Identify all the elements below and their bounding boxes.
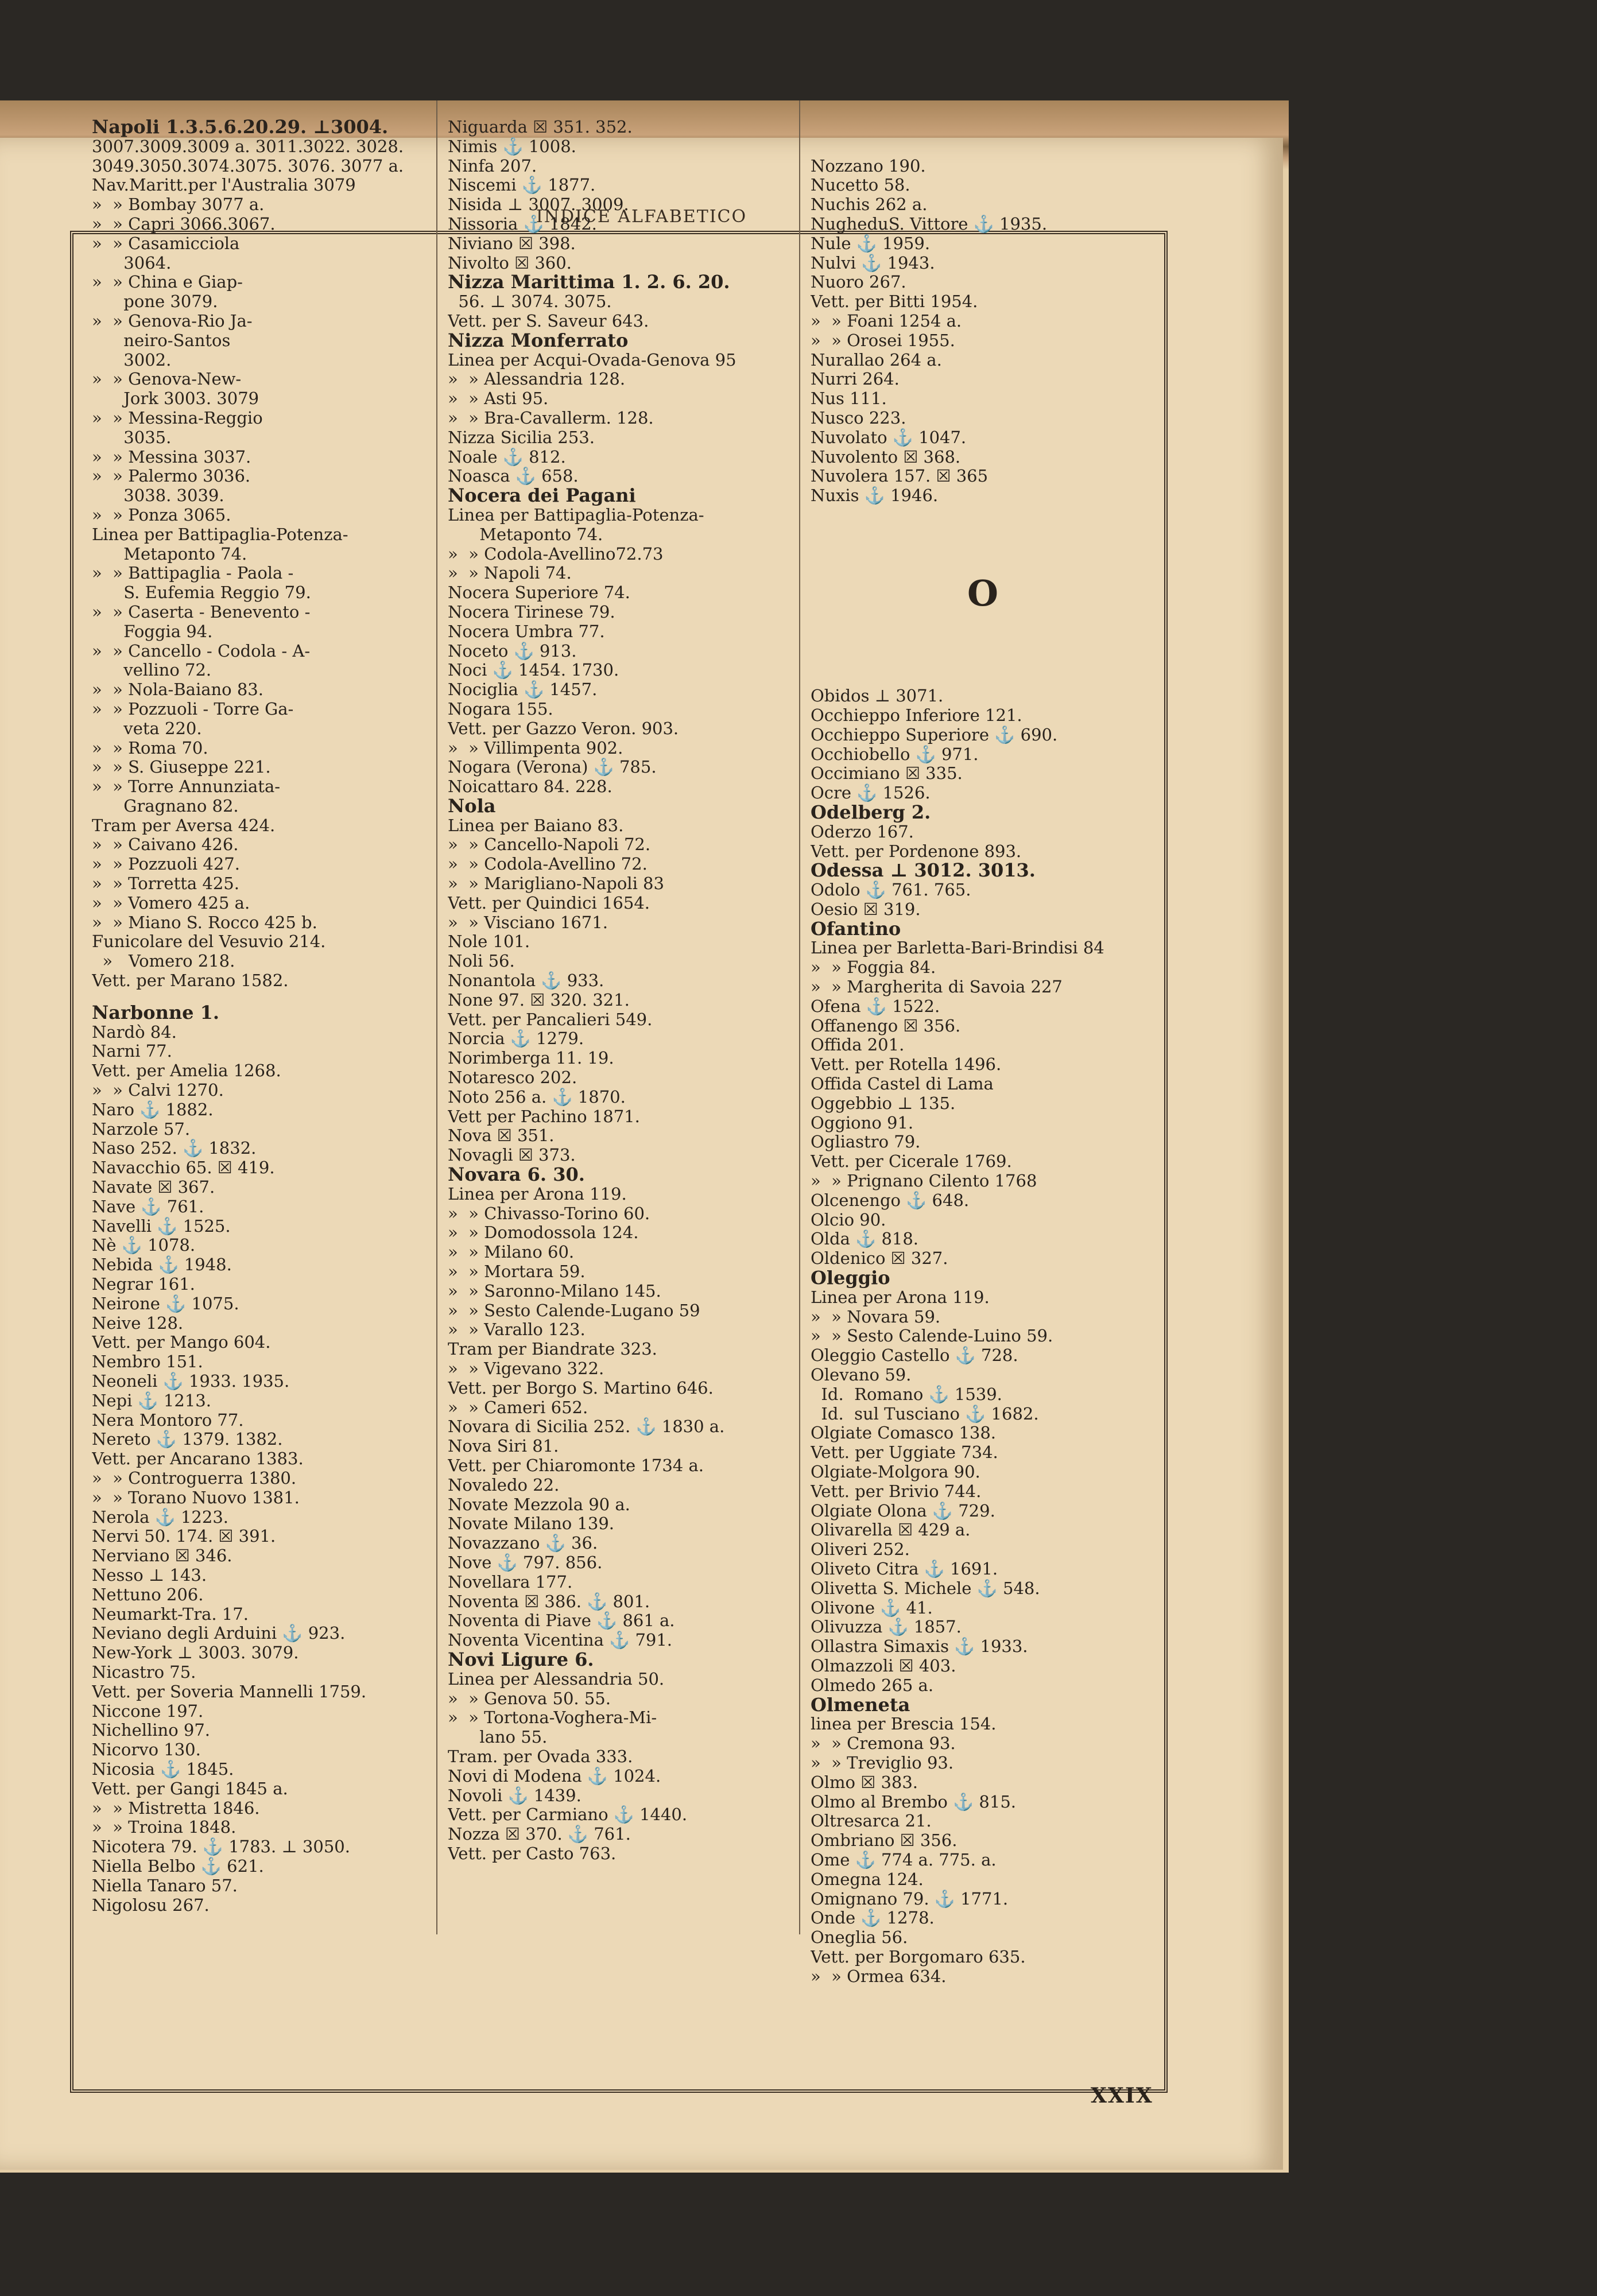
index-entry: Vett. per Marano 1582. [92, 971, 289, 991]
index-entry: » » Messina 3037. [92, 447, 251, 467]
index-entry: Nicastro 75. [92, 1662, 196, 1682]
index-column-3-top [811, 157, 1155, 506]
index-entry: Navelli ⚓ 1525. [92, 1216, 231, 1236]
index-entry: Vett. per Brivio 744. [811, 1481, 982, 1501]
index-entry: Omegna 124. [811, 1870, 924, 1889]
index-entry: Nichellino 97. [92, 1721, 211, 1740]
index-entry: Nove ⚓ 797. 856. [448, 1553, 603, 1572]
index-entry: Olmo ☒ 383. [811, 1773, 918, 1792]
index-entry: » » S. Giuseppe 221. [92, 758, 271, 777]
index-entry: Oleggio [811, 1269, 890, 1288]
index-entry: Negrar 161. [92, 1275, 195, 1294]
index-entry: Oneglia 56. [811, 1928, 908, 1948]
index-entry: » » Marigliano-Napoli 83 [448, 874, 664, 894]
index-entry: Nuvolento ☒ 368. [811, 447, 961, 467]
index-entry: Ofena ⚓ 1522. [811, 996, 940, 1016]
index-entry: » » Genova-Rio Ja- [92, 311, 253, 331]
index-entry: Noci ⚓ 1454. 1730. [448, 661, 619, 680]
index-entry: Vett. per Cicerale 1769. [811, 1152, 1012, 1172]
index-entry: Vett. per Chiaromonte 1734 a. [448, 1456, 704, 1475]
index-entry: Noventa Vicentina ⚓ 791. [448, 1631, 673, 1650]
index-entry: » » Mortara 59. [448, 1262, 586, 1282]
index-entry: Nole 101. [448, 932, 530, 952]
index-entry: » » Cremona 93. [811, 1734, 956, 1754]
index-entry: » » Palermo 3036. [92, 467, 251, 486]
index-entry: Vett. per Uggiate 734. [811, 1443, 998, 1463]
index-entry: Novi di Modena ⚓ 1024. [448, 1766, 661, 1786]
index-entry: Nurri 264. [811, 370, 900, 389]
index-entry: Vett. per Rotella 1496. [811, 1055, 1002, 1075]
index-entry: Ollastra Simaxis ⚓ 1933. [811, 1637, 1028, 1657]
index-entry: Nerviano ☒ 346. [92, 1546, 232, 1566]
index-entry: Olivarella ☒ 429 a. [811, 1521, 971, 1540]
index-entry: Vett. per Casto 763. [448, 1844, 617, 1863]
index-entry: » » Pozzuoli 427. [92, 855, 240, 874]
index-entry: Oderzo 167. [811, 822, 914, 841]
index-entry: Neumarkt-Tra. 17. [92, 1604, 249, 1624]
index-entry: Nesso ⊥ 143. [92, 1565, 207, 1585]
index-entry: Noale ⚓ 812. [448, 447, 566, 467]
index-entry: Nule ⚓ 1959. [811, 234, 931, 253]
index-entry: New-York ⊥ 3003. 3079. [92, 1643, 299, 1663]
index-column-1 [92, 118, 436, 1915]
index-entry: Norcia ⚓ 1279. [448, 1029, 584, 1049]
index-entry: Vett. per Ancarano 1383. [92, 1449, 304, 1469]
index-entry: » » Nola-Baiano 83. [92, 680, 263, 700]
index-entry: » » Miano S. Rocco 425 b. [92, 913, 317, 932]
index-entry: » » Troina 1848. [92, 1818, 237, 1837]
index-entry: Vett. per Gangi 1845 a. [92, 1779, 288, 1798]
index-entry: Vett. per Borgo S. Martino 646. [448, 1378, 714, 1398]
index-entry: Odessa ⊥ 3012. 3013. [811, 861, 1036, 881]
index-entry: » » Novara 59. [811, 1307, 941, 1327]
index-entry: Nettuno 206. [92, 1585, 204, 1604]
index-entry: » » Margherita di Savoia 227 [811, 978, 1063, 997]
index-entry: » » Sesto Calende-Lugano 59 [448, 1301, 700, 1320]
index-entry: Linea per Barletta-Bari-Brindisi 84 [811, 938, 1104, 958]
index-entry: Niella Tanaro 57. [92, 1876, 238, 1895]
index-entry: » » Treviglio 93. [811, 1753, 954, 1773]
index-entry: Novate Milano 139. [448, 1514, 614, 1534]
index-entry: Neviano degli Arduini ⚓ 923. [92, 1624, 346, 1643]
index-entry: Narni 77. [92, 1042, 172, 1061]
index-entry: Notaresco 202. [448, 1068, 577, 1088]
index-entry: Occhiobello ⚓ 971. [811, 744, 979, 764]
index-entry: Olevano 59. [811, 1366, 912, 1385]
index-entry: Olgiate Comasco 138. [811, 1424, 997, 1443]
index-entry: lano 55. [448, 1728, 548, 1747]
index-entry: Vett. per Soveria Mannelli 1759. [92, 1682, 367, 1701]
index-entry: Nocera Umbra 77. [448, 622, 605, 641]
index-entry: Nepi ⚓ 1213. [92, 1391, 211, 1410]
index-entry: Nozza ☒ 370. ⚓ 761. [448, 1825, 631, 1844]
index-entry: » » Napoli 74. [448, 564, 572, 583]
index-entry: Olda ⚓ 818. [811, 1230, 919, 1249]
index-entry: Noli 56. [448, 952, 515, 971]
index-entry: Niguarda ☒ 351. 352. [448, 118, 633, 137]
index-entry: » » Codola-Avellino 72. [448, 855, 648, 874]
index-entry: Nervi 50. 174. ☒ 391. [92, 1527, 276, 1546]
index-entry: Nogara 155. [448, 699, 553, 719]
index-entry: Funicolare del Vesuvio 214. [92, 932, 326, 952]
index-column-3-bottom [811, 687, 1155, 1986]
index-column-2 [448, 118, 792, 1864]
index-entry: » » Calvi 1270. [92, 1081, 224, 1100]
index-entry: None 97. ☒ 320. 321. [448, 990, 630, 1010]
index-entry: » » Alessandria 128. [448, 370, 626, 389]
index-entry: Vett. per Pordenone 893. [811, 841, 1022, 861]
index-entry: Nuvolato ⚓ 1047. [811, 428, 967, 447]
index-entry: Nembro 151. [92, 1352, 203, 1372]
index-entry: » » Capri 3066.3067. [92, 214, 276, 234]
index-entry: Noceto ⚓ 913. [448, 641, 577, 661]
index-entry: 3049.3050.3074.3075. 3076. 3077 a. [92, 156, 404, 176]
index-entry: Offida 201. [811, 1035, 905, 1055]
index-entry: » » China e Giap- [92, 273, 243, 292]
index-entry: Nisida ⊥ 3007. 3009. [448, 195, 629, 215]
index-entry: Ninfa 207. [448, 156, 537, 176]
index-entry: Olcenengo ⚓ 648. [811, 1190, 970, 1210]
index-entry: » » Torretta 425. [92, 874, 239, 894]
index-entry: » » Casamicciola [92, 234, 240, 253]
index-entry: » » Cancello-Napoli 72. [448, 835, 651, 855]
index-entry: » » Caivano 426. [92, 835, 239, 855]
index-entry: Niscemi ⚓ 1877. [448, 176, 596, 195]
index-entry: NugheduS. Vittore ⚓ 1935. [811, 214, 1048, 234]
index-entry: Nocera dei Pagani [448, 486, 636, 506]
index-entry: » » Visciano 1671. [448, 913, 608, 932]
index-entry: » » Bra-Cavallerm. 128. [448, 408, 654, 428]
index-entry: Nova ☒ 351. [448, 1126, 555, 1146]
index-entry: Vett. per Mango 604. [92, 1333, 271, 1352]
index-entry: Nav.Maritt.per l'Australia 3079 [92, 176, 356, 195]
index-entry: » » Prignano Cilento 1768 [811, 1172, 1037, 1191]
index-entry: Gragnano 82. [92, 796, 239, 816]
index-entry: Nardò 84. [92, 1022, 177, 1042]
index-entry: vellino 72. [92, 661, 212, 680]
index-entry: Novazzano ⚓ 36. [448, 1534, 598, 1553]
index-entry: Novara 6. 30. [448, 1165, 585, 1185]
index-entry: Naro ⚓ 1882. [92, 1100, 214, 1119]
index-entry: Nigolosu 267. [92, 1895, 210, 1915]
index-entry: » » Roma 70. [92, 738, 208, 758]
index-entry: linea per Brescia 154. [811, 1715, 997, 1734]
index-entry: Nivolto ☒ 360. [448, 253, 572, 273]
index-entry: Nocera Tirinese 79. [448, 602, 615, 622]
index-entry: 56. ⊥ 3074. 3075. [448, 292, 612, 312]
index-entry: » » Milano 60. [448, 1243, 575, 1262]
index-entry: 3038. 3039. [92, 486, 224, 506]
index-entry: » » Genova-New- [92, 370, 242, 389]
index-entry: Olivetta S. Michele ⚓ 548. [811, 1578, 1040, 1598]
index-entry: Novagli ☒ 373. [448, 1146, 576, 1165]
index-entry: 3064. [92, 253, 172, 273]
index-entry: » » Pozzuoli - Torre Ga- [92, 699, 294, 719]
index-entry: Nuvolera 157. ☒ 365 [811, 467, 989, 486]
index-entry: Nicorvo 130. [92, 1740, 201, 1760]
index-entry: Vett. per Amelia 1268. [92, 1061, 281, 1081]
index-entry: Linea per Arona 119. [811, 1287, 990, 1307]
index-entry: Nucetto 58. [811, 176, 910, 195]
index-entry: Oliveto Citra ⚓ 1691. [811, 1559, 998, 1578]
index-entry: Nimis ⚓ 1008. [448, 137, 576, 156]
index-entry: Noicattaro 84. 228. [448, 777, 613, 797]
index-entry: Jork 3003. 3079 [92, 389, 259, 409]
index-entry: Niella Belbo ⚓ 621. [92, 1856, 264, 1876]
column-divider [436, 100, 437, 1934]
index-entry: Vett. per Quindici 1654. [448, 893, 650, 913]
index-entry: Linea per Baiano 83. [448, 816, 624, 835]
index-entry: Nuoro 267. [811, 273, 906, 292]
index-entry: » » Cancello - Codola - A- [92, 641, 311, 661]
index-entry: Occhieppo Superiore ⚓ 690. [811, 725, 1058, 744]
index-entry: » » Vomero 425 a. [92, 893, 250, 913]
index-entry: » » Chivasso-Torino 60. [448, 1204, 650, 1223]
index-entry: Olcio 90. [811, 1210, 886, 1230]
index-entry: » » Ponza 3065. [92, 505, 231, 525]
index-entry: Nicotera 79. ⚓ 1783. ⊥ 3050. [92, 1837, 350, 1857]
index-entry: Nonantola ⚓ 933. [448, 971, 604, 991]
index-entry: Nocera Superiore 74. [448, 583, 630, 603]
index-entry: » » Bombay 3077 a. [92, 195, 265, 215]
index-entry: Navate ☒ 367. [92, 1178, 215, 1197]
index-entry: » » Villimpenta 902. [448, 738, 623, 758]
index-entry: Neoneli ⚓ 1933. 1935. [92, 1372, 290, 1391]
index-entry: Olivone ⚓ 41. [811, 1598, 933, 1618]
index-entry: » » Torano Nuovo 1381. [92, 1488, 300, 1507]
page-number: XXIX [1091, 2084, 1153, 2108]
index-entry: Nus 111. [811, 389, 887, 409]
index-entry: » Vomero 218. [92, 952, 235, 971]
index-entry: Novate Mezzola 90 a. [448, 1495, 630, 1514]
index-entry: Vett. per Gazzo Veron. 903. [448, 719, 679, 738]
index-entry: Norimberga 11. 19. [448, 1049, 614, 1068]
index-entry: Vett. per Carmiano ⚓ 1440. [448, 1805, 688, 1825]
column-divider [799, 100, 800, 1934]
index-entry: Id. Romano ⚓ 1539. [811, 1384, 1002, 1404]
index-entry: » » Sesto Calende-Luino 59. [811, 1327, 1053, 1346]
index-entry: Olgiate-Molgora 90. [811, 1463, 980, 1481]
index-entry: Ofantino [811, 919, 901, 939]
index-entry: Nulvi ⚓ 1943. [811, 253, 935, 273]
index-entry: » » Torre Annunziata- [92, 777, 281, 797]
index-entry: » » Asti 95. [448, 389, 549, 409]
index-entry: Onde ⚓ 1278. [811, 1909, 935, 1928]
index-entry: » » Caserta - Benevento - [92, 602, 311, 622]
index-entry: Nerola ⚓ 1223. [92, 1507, 228, 1527]
index-entry: Olmeneta [811, 1695, 910, 1715]
index-entry: » » Mistretta 1846. [92, 1798, 260, 1818]
index-entry: Vett. per S. Saveur 643. [448, 311, 649, 331]
index-entry: Nociglia ⚓ 1457. [448, 680, 598, 700]
page-header: INDICE ALFABETICO [536, 207, 747, 227]
index-entry: Niviano ☒ 398. [448, 234, 576, 253]
index-entry: » » Foggia 84. [811, 958, 936, 978]
index-entry: Nusco 223. [811, 408, 906, 428]
index-entry: Novoli ⚓ 1439. [448, 1786, 582, 1805]
index-entry: Novara di Sicilia 252. ⚓ 1830 a. [448, 1417, 725, 1437]
section-letter-o: O [967, 572, 998, 614]
index-entry: Narzole 57. [92, 1119, 191, 1139]
index-entry: Offida Castel di Lama [811, 1075, 994, 1094]
index-entry: Vett per Pachino 1871. [448, 1107, 640, 1126]
index-entry: Offanengo ☒ 356. [811, 1016, 961, 1035]
index-entry: » » Foani 1254 a. [811, 311, 962, 331]
index-entry: Nogara (Verona) ⚓ 785. [448, 758, 657, 777]
index-entry: Linea per Acqui-Ovada-Genova 95 [448, 350, 737, 370]
entry-gap [92, 991, 436, 1003]
index-entry: 3007.3009.3009 a. 3011.3022. 3028. [92, 137, 404, 156]
index-entry: Neive 128. [92, 1313, 184, 1333]
index-entry: Foggia 94. [92, 622, 213, 641]
index-entry: » » Battipaglia - Paola - [92, 564, 294, 583]
index-entry: Oltresarca 21. [811, 1812, 932, 1831]
index-entry: Nè ⚓ 1078. [92, 1236, 196, 1255]
index-entry: Oggiono 91. [811, 1113, 914, 1133]
index-entry: » » Domodossola 124. [448, 1223, 639, 1243]
index-entry: Nizza Monferrato [448, 331, 629, 351]
index-entry: Metaponto 74. [92, 544, 247, 564]
index-entry: Olgiate Olona ⚓ 729. [811, 1501, 995, 1521]
index-entry: Oggebbio ⊥ 135. [811, 1093, 956, 1113]
index-entry: Odelberg 2. [811, 802, 931, 823]
index-entry: Olivuzza ⚓ 1857. [811, 1618, 962, 1637]
index-entry: Vett. per Borgomaro 635. [811, 1947, 1026, 1967]
index-entry: » » Tortona-Voghera-Mi- [448, 1708, 657, 1728]
index-entry: Navacchio 65. ☒ 419. [92, 1158, 275, 1178]
index-entry: Odolo ⚓ 761. 765. [811, 881, 971, 900]
index-entry: Obidos ⊥ 3071. [811, 687, 944, 706]
index-entry: Linea per Alessandria 50. [448, 1669, 665, 1689]
index-entry: Nola [448, 796, 496, 816]
index-entry: Olmazzoli ☒ 403. [811, 1656, 956, 1676]
index-entry: veta 220. [92, 719, 202, 738]
index-entry: Nova Siri 81. [448, 1437, 559, 1456]
index-entry: Novaledo 22. [448, 1475, 560, 1495]
index-entry: 3002. [92, 350, 172, 370]
index-entry: Olmo al Brembo ⚓ 815. [811, 1792, 1016, 1812]
index-entry: Id. sul Tusciano ⚓ 1682. [811, 1404, 1039, 1424]
index-entry: Noventa ☒ 386. ⚓ 801. [448, 1592, 650, 1611]
index-column-3 [811, 118, 1155, 2006]
index-entry: Linea per Battipaglia-Potenza- [448, 505, 704, 525]
index-entry: Oesio ☒ 319. [811, 899, 921, 919]
index-entry: pone 3079. [92, 292, 218, 312]
index-entry: Vett. per Pancalieri 549. [448, 1010, 653, 1029]
index-entry: Nurallao 264 a. [811, 350, 942, 370]
index-entry: neiro-Santos [92, 331, 231, 350]
index-entry: » » Genova 50. 55. [448, 1689, 611, 1708]
index-entry: 3035. [92, 428, 172, 447]
index-entry: Noventa di Piave ⚓ 861 a. [448, 1611, 675, 1631]
index-entry: Ombriano ☒ 356. [811, 1831, 958, 1851]
index-entry: Neirone ⚓ 1075. [92, 1294, 239, 1313]
index-entry: » » Orosei 1955. [811, 331, 955, 350]
index-entry: Ogliastro 79. [811, 1133, 921, 1152]
index-entry: Nicosia ⚓ 1845. [92, 1759, 234, 1779]
index-entry: Nera Montoro 77. [92, 1410, 244, 1430]
index-entry: Novellara 177. [448, 1572, 573, 1592]
index-entry: Nissoria ⚓ 1842. [448, 214, 597, 234]
index-entry: Nebida ⚓ 1948. [92, 1255, 232, 1275]
index-entry: Noasca ⚓ 658. [448, 467, 579, 486]
index-entry: » » Cameri 652. [448, 1398, 588, 1417]
index-entry: Tram per Aversa 424. [92, 816, 276, 835]
index-entry: Nozzano 190. [811, 156, 926, 176]
index-entry: » » Saronno-Milano 145. [448, 1281, 661, 1301]
index-entry: Oleggio Castello ⚓ 728. [811, 1346, 1018, 1366]
index-entry: Ome ⚓ 774 a. 775. a. [811, 1850, 997, 1870]
index-entry: Nuchis 262 a. [811, 195, 928, 215]
index-entry: Narbonne 1. [92, 1003, 219, 1023]
index-entry: Tram. per Ovada 333. [448, 1747, 633, 1766]
index-entry: Nereto ⚓ 1379. 1382. [92, 1430, 283, 1449]
index-entry: Nizza Marittima 1. 2. 6. 20. [448, 273, 730, 293]
index-entry: Oldenico ☒ 327. [811, 1249, 948, 1269]
index-entry: » » Controguerra 1380. [92, 1468, 297, 1488]
index-entry: Olmedo 265 a. [811, 1676, 934, 1695]
index-entry: Omignano 79. ⚓ 1771. [811, 1889, 1009, 1909]
index-entry: Nizza Sicilia 253. [448, 428, 595, 447]
index-entry: Occhieppo Inferiore 121. [811, 705, 1022, 725]
index-entry: Ocre ⚓ 1526. [811, 784, 931, 803]
index-entry: Nave ⚓ 761. [92, 1197, 204, 1216]
index-entry: Noto 256 a. ⚓ 1870. [448, 1087, 626, 1107]
index-entry: Occimiano ☒ 335. [811, 764, 963, 784]
index-entry: Naso 252. ⚓ 1832. [92, 1139, 257, 1158]
index-entry: Niccone 197. [92, 1701, 204, 1721]
index-entry: » » Ormea 634. [811, 1967, 947, 1986]
index-entry: Nuxis ⚓ 1946. [811, 486, 939, 506]
index-entry: Linea per Arona 119. [448, 1184, 627, 1204]
index-entry: Vett. per Bitti 1954. [811, 292, 978, 312]
index-entry: » » Varallo 123. [448, 1320, 586, 1340]
index-entry: » » Codola-Avellino72.73 [448, 544, 664, 564]
index-entry: Metaponto 74. [448, 525, 603, 544]
index-entry: Novi Ligure 6. [448, 1650, 594, 1670]
index-entry: Tram per Biandrate 323. [448, 1340, 657, 1359]
index-entry: Oliveri 252. [811, 1540, 910, 1560]
index-entry: » » Messina-Reggio [92, 408, 263, 428]
index-entry: Linea per Battipaglia-Potenza- [92, 525, 348, 544]
index-entry: Napoli 1.3.5.6.20.29. ⊥3004. [92, 118, 389, 137]
index-entry: » » Vigevano 322. [448, 1359, 604, 1378]
index-entry: S. Eufemia Reggio 79. [92, 583, 311, 603]
